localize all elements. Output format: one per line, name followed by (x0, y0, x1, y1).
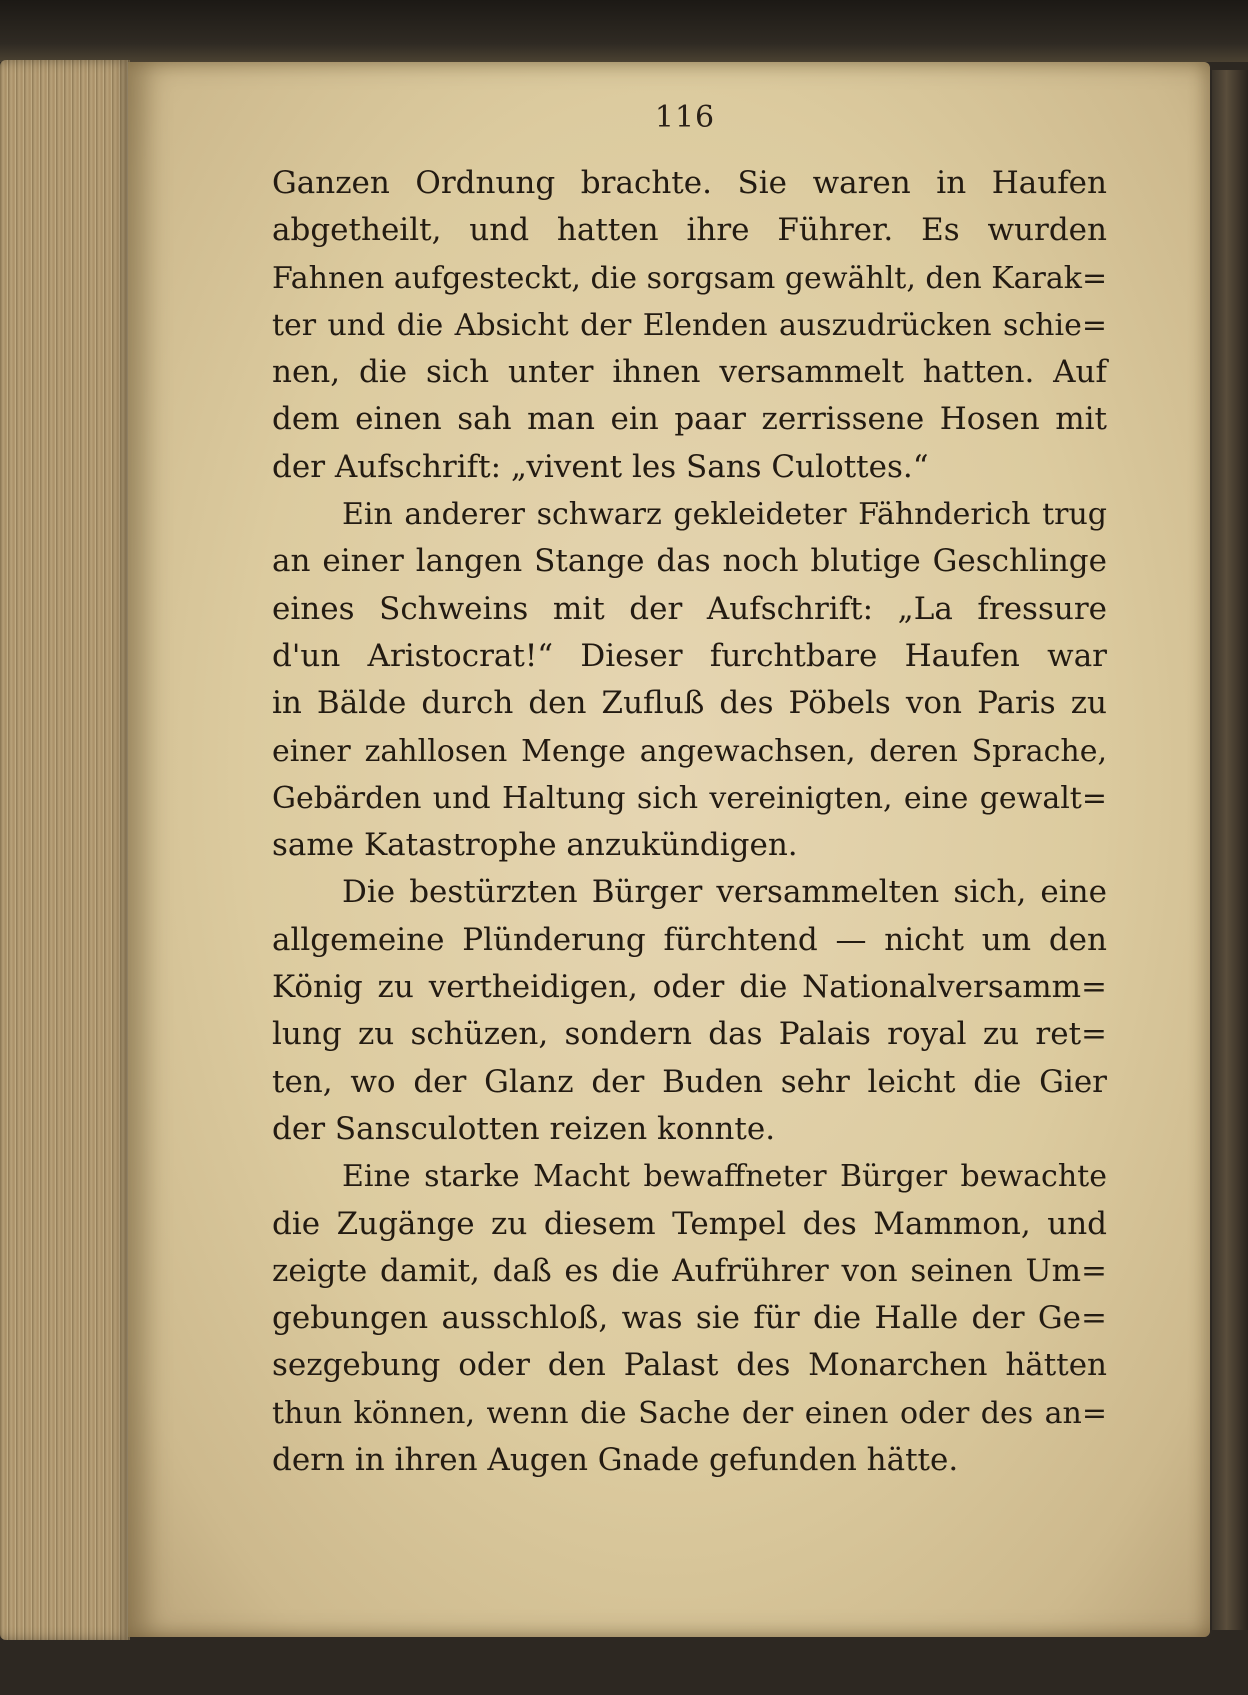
text-line: same Katastrophe anzukündigen. (272, 827, 798, 864)
text-line: Die bestürzten Bürger versammelten sich, eine (342, 874, 1107, 911)
facing-page-edge (1212, 70, 1248, 1630)
text-line: König zu vertheidigen, oder die Nationalversamm= (272, 969, 1107, 1006)
text-line: der Aufschrift: „vivent les Sans Culottes.“ (272, 448, 929, 485)
text-line: Ein anderer schwarz gekleideter Fähnderich trug (342, 497, 1107, 533)
text-line: sezgebung oder den Palast des Monarchen hätten (272, 1347, 1107, 1384)
text-line: die Zugänge zu diesem Tempel des Mammon, und (272, 1205, 1107, 1242)
text-line: ter und die Absicht der Elenden auszudrücken schie= (272, 307, 1107, 343)
text-line: thun können, wenn die Sache der einen oder des an= (272, 1395, 1107, 1431)
text-line: zeigte damit, daß es die Aufrührer von seinen Um= (272, 1252, 1107, 1289)
text-line: Eine starke Macht bewaffneter Bürger bewachte (342, 1159, 1107, 1195)
text-line: nen, die sich unter ihnen versammelt hatten. Auf (272, 354, 1107, 391)
text-line: in Bälde durch den Zufluß des Pöbels von Paris zu (272, 685, 1107, 722)
text-line: Ganzen Ordnung brachte. Sie waren in Haufen (272, 165, 1107, 201)
text-line: Gebärden und Haltung sich vereinigten, eine gewalt= (272, 780, 1107, 816)
page-edges-stack (0, 60, 130, 1640)
text-line: dem einen sah man ein paar zerrissene Hosen mit (272, 401, 1107, 438)
text-line: allgemeine Plünderung fürchtend — nicht um den (272, 921, 1107, 958)
text-line: abgetheilt, und hatten ihre Führer. Es wurden (272, 212, 1107, 249)
text-line: gebungen ausschloß, was sie für die Halle der Ge= (272, 1300, 1107, 1337)
text-line: ten, wo der Glanz der Buden sehr leicht die Gier (272, 1063, 1107, 1100)
body-text (272, 160, 1107, 1484)
text-line: d'un Aristocrat!“ Dieser furchtbare Haufen war (272, 637, 1107, 674)
book-cover-edge (0, 0, 1248, 62)
text-line: einer zahllosen Menge angewachsen, deren Sprache, (272, 733, 1107, 769)
text-line: lung zu schüzen, sondern das Palais royal zu ret= (272, 1016, 1107, 1053)
text-line: der Sansculotten reizen konnte. (272, 1110, 776, 1147)
text-line: eines Schweins mit der Aufschrift: „La fressure (272, 590, 1107, 627)
text-line: Fahnen aufgesteckt, die sorgsam gewählt, den Karak= (272, 260, 1108, 296)
text-line: dern in ihren Augen Gnade gefunden hätte. (272, 1442, 959, 1479)
page-number: 116 (654, 100, 716, 135)
text-line: an einer langen Stange das noch blutige Geschlinge (272, 543, 1107, 580)
